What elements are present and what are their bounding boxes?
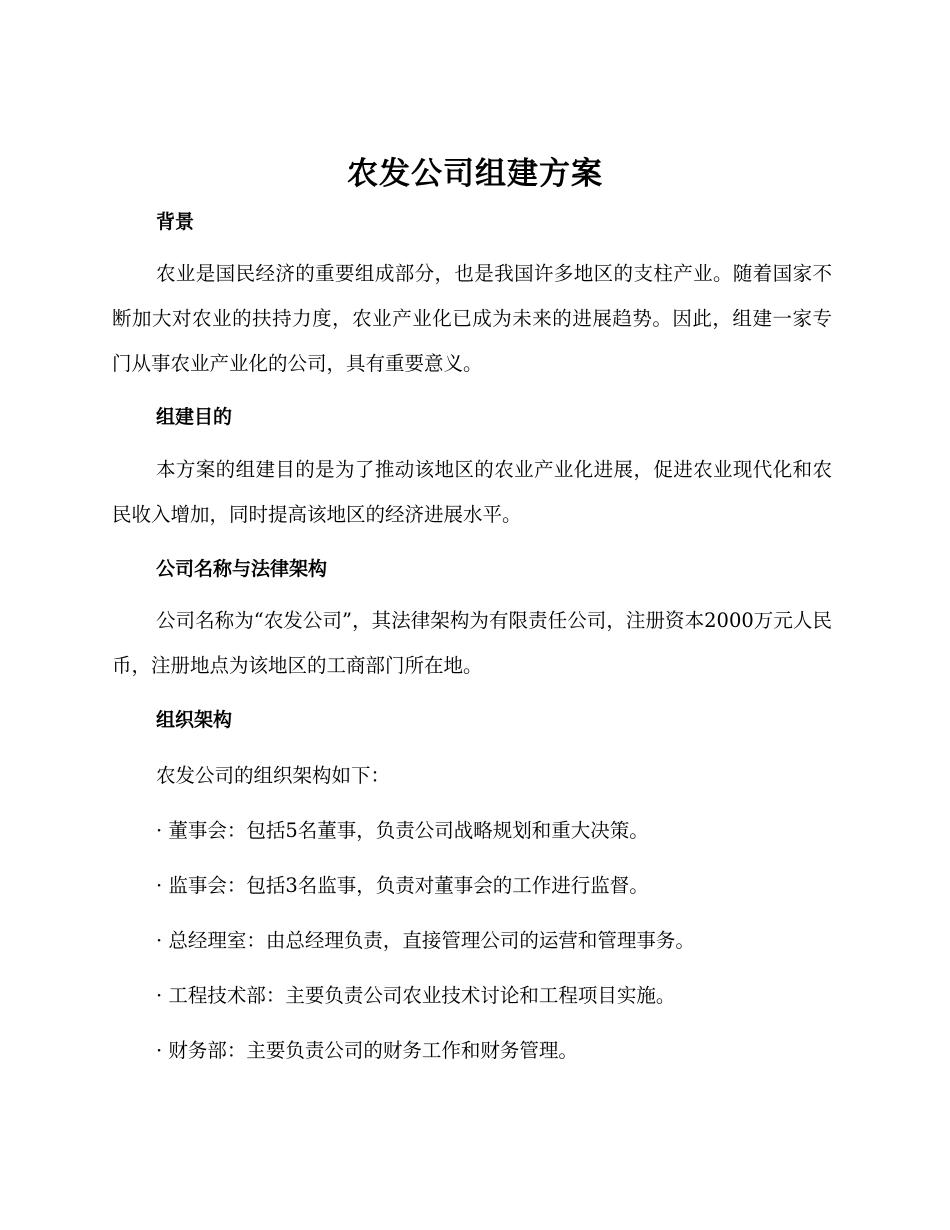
section-paragraph-purpose: 本方案的组建目的是为了推动该地区的农业产业化进展，促进农业现代化和农民收入增加，同时提高该地区的经济进展水平。 xyxy=(112,458,832,526)
list-item-finance: · 财务部：主要负责公司的财务工作和财务管理。 xyxy=(156,1039,578,1062)
section-paragraph-name-legal: 公司名称为“农发公司”，其法律架构为有限责任公司，注册资本2000万元人民币，注册地点为该地区的工商部门所在地。 xyxy=(112,609,832,677)
section-paragraph-background: 农业是国民经济的重要组成部分，也是我国许多地区的支柱产业。随着国家不断加大对农业的扶持力度，农业产业化已成为未来的进展趋势。因此，组建一家专门从事农业产业化的公司，具有重要意义。 xyxy=(112,262,832,375)
list-item-engineering: · 工程技术部：主要负责公司农业技术讨论和工程项目实施。 xyxy=(156,984,676,1007)
list-item-gm-office: · 总经理室：由总经理负责，直接管理公司的运营和管理事务。 xyxy=(156,929,695,952)
section-heading-background: 背景 xyxy=(156,211,195,233)
document-title: 农发公司组建方案 xyxy=(347,156,603,192)
section-heading-purpose: 组建目的 xyxy=(156,406,233,428)
section-heading-organization: 组织架构 xyxy=(156,709,233,731)
list-item-board: · 董事会：包括5名董事，负责公司战略规划和重大决策。 xyxy=(156,819,649,842)
section-heading-name-legal: 公司名称与法律架构 xyxy=(156,558,328,580)
organization-intro: 农发公司的组织架构如下： xyxy=(156,764,391,787)
list-item-supervisory: · 监事会：包括3名监事，负责对董事会的工作进行监督。 xyxy=(156,874,649,897)
